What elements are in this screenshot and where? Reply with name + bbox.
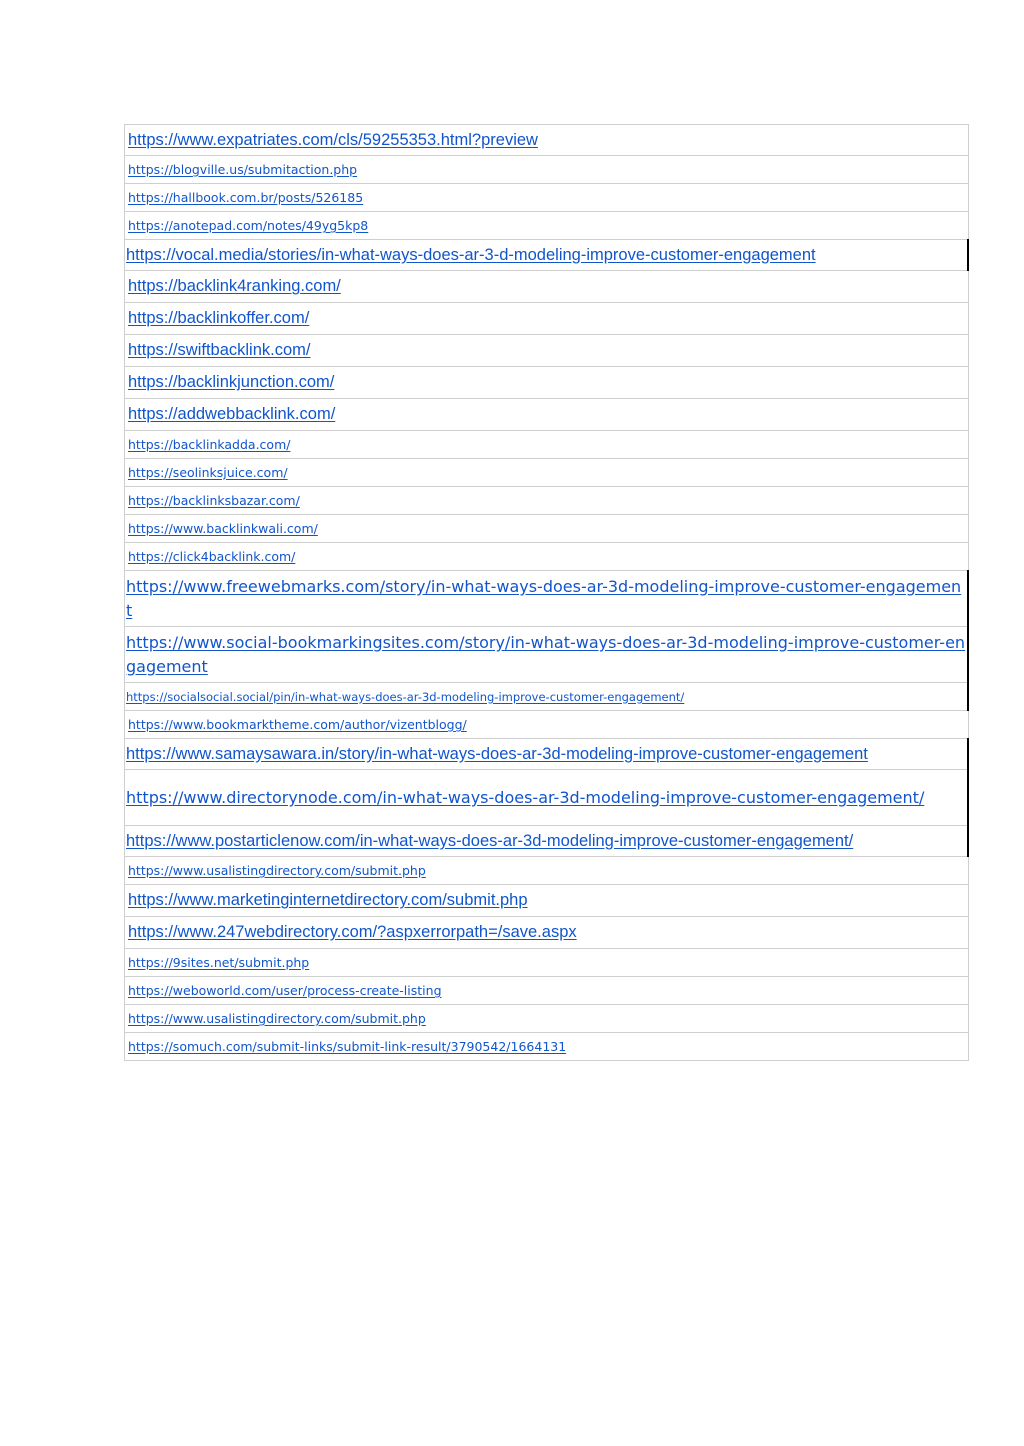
table-row (125, 683, 969, 711)
table-row (125, 770, 969, 826)
url-link[interactable]: https://9sites.net/submit.php (128, 955, 310, 970)
url-link[interactable]: https://click4backlink.com/ (128, 549, 296, 564)
table-row (125, 156, 969, 184)
url-link[interactable]: https://www.bookmarktheme.com/author/vizentblogg/ (128, 717, 467, 732)
url-link[interactable]: https://www.postarticlenow.com/in-what-ways-does-ar-3d-modeling-improve-customer-engagement/ (126, 831, 854, 850)
url-link[interactable]: https://somuch.com/submit-links/submit-link-result/3790542/1664131 (128, 1039, 567, 1054)
url-link[interactable]: https://www.247webdirectory.com/?aspxerrorpath=/save.aspx (128, 923, 577, 941)
table-row (125, 367, 969, 399)
table-cell (125, 367, 969, 399)
url-link[interactable]: https://www.backlinkwali.com/ (128, 521, 318, 536)
table-row (125, 459, 969, 487)
url-link[interactable]: https://backlinkadda.com/ (128, 437, 291, 452)
table-cell (125, 977, 969, 1005)
url-link[interactable]: https://www.social-bookmarkingsites.com/story/in-what-ways-does-ar-3d-modeling-improve-customer-engagement (126, 632, 966, 676)
table-cell (125, 683, 969, 711)
link-table (124, 124, 969, 1061)
table-row (125, 977, 969, 1005)
table-row (125, 571, 969, 627)
table-cell (125, 857, 969, 885)
url-link[interactable]: https://www.directorynode.com/in-what-ways-does-ar-3d-modeling-improve-customer-engagement/ (126, 787, 925, 807)
table-cell (125, 885, 969, 917)
url-link[interactable]: https://www.samaysawara.in/story/in-what-ways-does-ar-3d-modeling-improve-customer-engagement (126, 744, 868, 763)
table-row (125, 271, 969, 303)
url-link[interactable]: https://backlinkoffer.com/ (128, 309, 310, 327)
url-link[interactable]: https://www.marketinginternetdirectory.com/submit.php (128, 891, 528, 909)
table-cell (125, 431, 969, 459)
url-link[interactable]: https://weboworld.com/user/process-create-listing (128, 983, 442, 998)
table-row (125, 917, 969, 949)
table-row (125, 857, 969, 885)
url-link[interactable]: https://blogville.us/submitaction.php (128, 162, 358, 177)
table-row (125, 949, 969, 977)
table-cell (125, 826, 969, 857)
url-link[interactable]: https://vocal.media/stories/in-what-ways-does-ar-3-d-modeling-improve-customer-engagement (126, 245, 816, 264)
table-cell (125, 711, 969, 739)
link-rows (125, 125, 969, 1061)
table-cell (125, 459, 969, 487)
url-link[interactable]: https://www.usalistingdirectory.com/submit.php (128, 863, 426, 878)
url-link[interactable]: https://seolinksjuice.com/ (128, 465, 288, 480)
table-cell (125, 571, 969, 627)
table-cell (125, 515, 969, 543)
table-cell (125, 399, 969, 431)
url-link[interactable]: https://hallbook.com.br/posts/526185 (128, 190, 364, 205)
table-row (125, 826, 969, 857)
table-row (125, 543, 969, 571)
table-cell (125, 271, 969, 303)
url-link[interactable]: https://www.usalistingdirectory.com/submit.php (128, 1011, 426, 1026)
table-cell (125, 335, 969, 367)
table-cell (125, 1005, 969, 1033)
table-row (125, 1033, 969, 1061)
table-cell (125, 1033, 969, 1061)
table-cell (125, 949, 969, 977)
table-row (125, 184, 969, 212)
table-cell (125, 543, 969, 571)
table-row (125, 885, 969, 917)
table-row (125, 399, 969, 431)
url-link[interactable]: https://socialsocial.social/pin/in-what-ways-does-ar-3d-modeling-improve-customer-engagement/ (126, 689, 685, 704)
table-row (125, 125, 969, 156)
url-link[interactable]: https://backlinksbazar.com/ (128, 493, 300, 508)
table-row (125, 515, 969, 543)
url-link[interactable]: https://backlinkjunction.com/ (128, 373, 335, 391)
table-cell (125, 212, 969, 240)
url-link[interactable]: https://www.freewebmarks.com/story/in-what-ways-does-ar-3d-modeling-improve-customer-engagement (126, 576, 962, 620)
table-cell (125, 739, 969, 770)
url-link[interactable]: https://www.expatriates.com/cls/59255353.html?preview (128, 130, 538, 149)
table-cell (125, 125, 969, 156)
table-cell (125, 487, 969, 515)
table-row (125, 627, 969, 683)
table-row (125, 240, 969, 271)
url-link[interactable]: https://anotepad.com/notes/49yg5kp8 (128, 218, 369, 233)
table-row (125, 711, 969, 739)
table-row (125, 303, 969, 335)
table-row (125, 431, 969, 459)
url-link[interactable]: https://swiftbacklink.com/ (128, 341, 311, 359)
url-link[interactable]: https://backlink4ranking.com/ (128, 277, 341, 295)
table-row (125, 1005, 969, 1033)
table-cell (125, 184, 969, 212)
table-cell (125, 156, 969, 184)
table-row (125, 487, 969, 515)
table-cell (125, 240, 969, 271)
table-cell (125, 627, 969, 683)
table-cell (125, 917, 969, 949)
url-link[interactable]: https://addwebbacklink.com/ (128, 405, 336, 423)
table-cell (125, 770, 969, 826)
table-row (125, 212, 969, 240)
table-row (125, 335, 969, 367)
table-cell (125, 303, 969, 335)
table-row (125, 739, 969, 770)
